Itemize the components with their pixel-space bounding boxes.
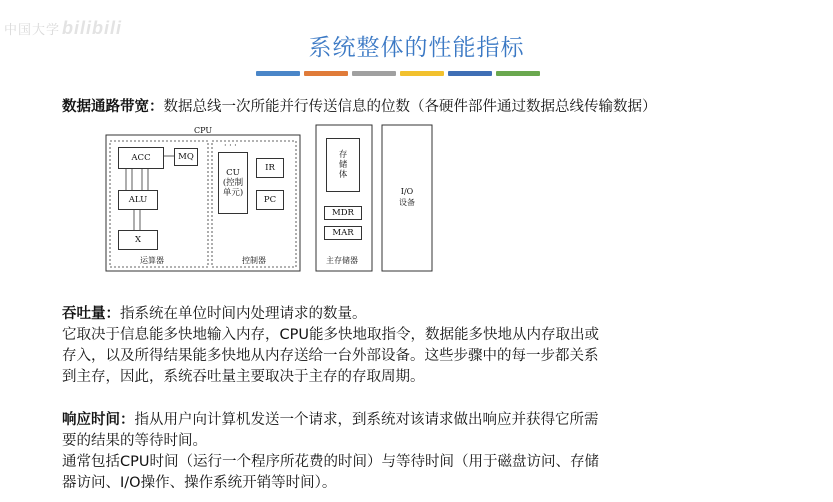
accent-bar-4 bbox=[400, 71, 444, 76]
cpu-label: CPU bbox=[194, 126, 213, 135]
accent-bar-1 bbox=[256, 71, 300, 76]
mdr-register: MDR bbox=[324, 206, 362, 220]
response-time-term: 响应时间： bbox=[62, 412, 135, 428]
storage-text-3: 体 bbox=[338, 170, 348, 180]
cu-control-unit bbox=[218, 152, 248, 214]
bilibili-logo: bilibili bbox=[62, 18, 123, 38]
cu-text-1: CU bbox=[226, 168, 240, 178]
control-section-label: 控制器 bbox=[242, 256, 266, 265]
ir-register: IR bbox=[256, 158, 284, 178]
cu-dots: · · · bbox=[224, 141, 237, 150]
throughput-paragraph bbox=[62, 304, 599, 388]
computer-architecture-diagram bbox=[96, 124, 441, 274]
cu-text-2: (控制 bbox=[222, 178, 244, 188]
accent-bar-6 bbox=[496, 71, 540, 76]
response-time-paragraph bbox=[62, 410, 599, 494]
memory-section-label: 主存储器 bbox=[326, 256, 358, 265]
accent-bar-5 bbox=[448, 71, 492, 76]
page-title: 系统整体的性能指标 bbox=[308, 35, 525, 61]
mar-register: MAR bbox=[324, 226, 362, 240]
accent-color-bar bbox=[256, 71, 540, 76]
storage-text-1: 存 bbox=[338, 150, 348, 160]
io-text-2: 设备 bbox=[399, 198, 415, 207]
x-register: X bbox=[118, 230, 158, 250]
bandwidth-paragraph bbox=[62, 97, 657, 118]
pc-register: PC bbox=[256, 190, 284, 210]
alu-unit: ALU bbox=[118, 190, 158, 210]
bandwidth-term: 数据通路带宽： bbox=[62, 99, 164, 115]
bandwidth-text: 数据总线一次所能并行传送信息的位数（各硬件部件通过数据总线传输数据） bbox=[163, 99, 657, 115]
cu-text-3: 单元) bbox=[222, 188, 244, 198]
io-device-label bbox=[382, 186, 432, 208]
accent-bar-2 bbox=[304, 71, 348, 76]
response-time-line-2: 要的结果的等待时间。 bbox=[62, 433, 207, 449]
watermark-text: 中国大学 bbox=[4, 22, 61, 37]
io-text-1: I/O bbox=[400, 187, 414, 196]
mq-register: MQ bbox=[174, 148, 198, 166]
response-time-line-3: 通常包括CPU时间（运行一个程序所花费的时间）与等待时间（用于磁盘访问、存储 bbox=[62, 454, 599, 470]
storage-text-2: 储 bbox=[338, 160, 348, 170]
storage-body bbox=[326, 138, 360, 192]
alu-section-label: 运算器 bbox=[140, 256, 164, 265]
acc-register: ACC bbox=[118, 147, 164, 169]
throughput-line-1: 指系统在单位时间内处理请求的数量。 bbox=[120, 306, 367, 322]
throughput-line-4: 到主存，因此，系统吞吐量主要取决于主存的存取周期。 bbox=[62, 369, 425, 385]
response-time-line-4: 器访问、I/O操作、操作系统开销等时间）。 bbox=[62, 475, 337, 491]
accent-bar-3 bbox=[352, 71, 396, 76]
response-time-line-1: 指从用户向计算机发送一个请求，到系统对该请求做出响应并获得它所需 bbox=[134, 412, 599, 428]
throughput-line-3: 存入，以及所得结果能多快地从内存送给一台外部设备。这些步骤中的每一步都关系 bbox=[62, 348, 599, 364]
throughput-line-2: 它取决于信息能多快地输入内存，CPU能多快地取指令，数据能多快地从内存取出或 bbox=[62, 327, 599, 343]
throughput-term: 吞吐量： bbox=[62, 306, 120, 322]
